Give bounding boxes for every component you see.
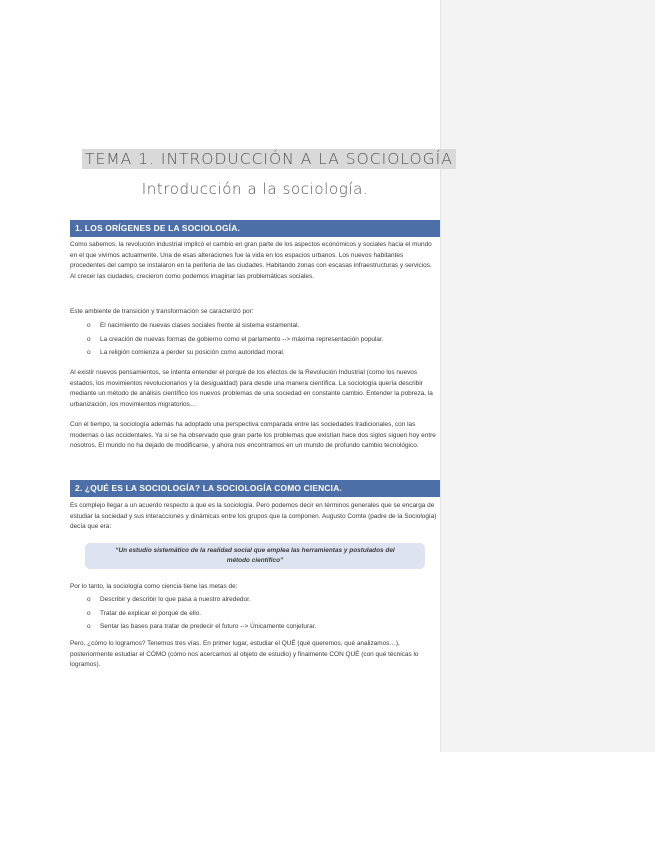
document-subtitle: Introducción a la sociología. <box>141 180 369 198</box>
bullet-list-2 <box>70 595 440 636</box>
paragraph: Por lo tanto, la sociología como ciencia tiene las metas de: <box>70 583 238 590</box>
bullet-list-1 <box>70 321 440 362</box>
paragraph: Es complejo llegar a un acuerdo respecto a que es la sociología. Pero podemos decir en términos generales que se encarga de estudiar la sociedad y sus interacciones y dinámicas entre los grupos que la componen. Augusto Comte (padre de la Sociología) decía que era: <box>70 502 437 531</box>
bullet-icon: o <box>87 623 91 631</box>
paragraph: Este ambiente de transición y transformación se caracterizó por: <box>70 308 254 315</box>
list-item: o La creación de nuevas formas de gobierno como el parlamento --> máxima representación popular. <box>70 335 440 349</box>
bullet-icon: o <box>87 335 91 343</box>
paragraph: Pero, ¿cómo lo logramos? Tenemos tres vías. En primer lugar, estudiar el QUÉ (qué queremos, qué analizamos…), posteriormente estudiar el CÓMO (cómo nos acercamos al objeto de estudio) y finalmente CON QUÉ (con qué técnicas lo logramos). <box>70 640 419 669</box>
bullet-icon: o <box>87 609 91 617</box>
comment-pane <box>440 0 655 752</box>
paragraph: Con el tiempo, la sociología además ha adoptado una perspectiva comparada entre las sociedades tradicionales, con las modernas o las occidentales. Ya si se ha observado que gran parte los problemas que existían hace dos siglos siguen hoy entre nosotros. El mundo no ha dejado de modificarse, y ahora nos encontramos en un mundo de profundo cambio tecnológico. <box>70 421 436 450</box>
bullet-icon: o <box>87 322 91 329</box>
section-heading-2: 2. ¿QUÉ ES LA SOCIOLOGÍA? LA SOCIOLOGÍA COMO CIENCIA. <box>70 480 440 497</box>
bullet-icon: o <box>87 349 91 357</box>
list-item: o El nacimiento de nuevas clases sociales frente al sistema estamental. <box>70 321 440 335</box>
quote-box: “Un estudio sistemático de la realidad social que emplea las herramientas y postulados del método científico” <box>85 543 425 569</box>
paragraph: Como sabemos, la revolución industrial implicó el cambio en gran parte de los aspectos económicos y sociales hacia el mundo en el que vivimos actualmente. Una de esas alteraciones fue la vida en los espacios urbanos. Los nuevos habitantes procedentes del campo se instalaron en la periferia de las ciudades. Habitando zonas con escasas infraestructuras y servicios. Al crecer las ciudades, crecieron como podemos imaginar las problemáticas sociales. <box>70 241 432 280</box>
bullet-icon: o <box>87 596 91 603</box>
section-heading-1: 1. LOS ORÍGENES DE LA SOCIOLOGÍA. <box>70 220 440 237</box>
list-item: o Describir y describir lo que pasa a nuestro alrededor. <box>70 595 440 609</box>
document-page <box>70 0 453 848</box>
list-item: o Tratar de explicar el porqué de ello. <box>70 609 440 623</box>
list-item: o La religión comienza a perder su posición como autoridad moral. <box>70 348 440 362</box>
document-title: TEMA 1. INTRODUCCIÓN A LA SOCIOLOGÍA <box>82 150 422 168</box>
paragraph: Al existir nuevos pensamientos, se intenta entender el porqué de los efectos de la Revolución Industrial (como los nuevos estados, los movimientos revolucionarios y la desigualdad) para desde una manera científica. La sociología quería describir mediante un método de análisis científico los nuevos problemas de una sociedad en constante cambio. Entender la pobreza, la urbanización, los movimientos migratorios… <box>70 369 433 408</box>
list-item: o Sentar las bases para tratar de predecir el futuro --> Únicamente conjeturar. <box>70 622 440 636</box>
